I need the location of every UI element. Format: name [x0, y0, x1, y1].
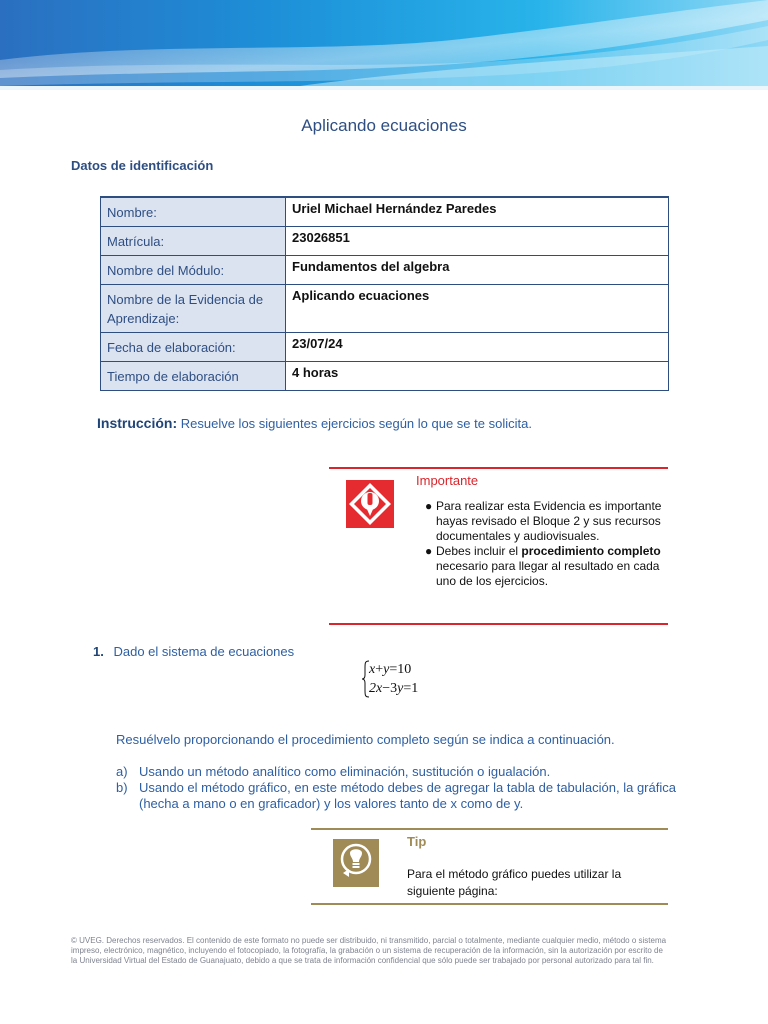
option-text: Usando un método analítico como eliminación, sustitución o igualación. [139, 764, 551, 779]
table-value: 23/07/24 [286, 333, 669, 362]
identification-table [100, 196, 669, 391]
equation-term: x [369, 662, 376, 677]
table-label: Nombre: [101, 197, 286, 227]
exercise-text: Dado el sistema de ecuaciones [113, 644, 295, 659]
table-row [101, 256, 669, 285]
option-item [116, 764, 676, 780]
tip-bottom-rule [311, 903, 668, 905]
tip-title: Tip [407, 834, 427, 849]
option-label: a) [116, 764, 128, 779]
table-value: Fundamentos del algebra [286, 256, 669, 285]
equation-rhs: =1 [403, 681, 419, 696]
resolve-instruction: Resuélvelo proporcionando el procedimiento completo según se indica a continuación. [116, 732, 615, 747]
instruction-label: Instrucción: [97, 415, 178, 431]
table-label: Tiempo de elaboración [101, 362, 286, 391]
warning-icon [346, 480, 394, 528]
equation-line [369, 662, 411, 678]
equation-line [369, 681, 418, 697]
section-heading: Datos de identificación [71, 158, 214, 173]
table-value: 23026851 [286, 227, 669, 256]
lightbulb-icon [333, 839, 379, 887]
header-wave-graphic [0, 0, 768, 96]
table-row [101, 227, 669, 256]
important-top-rule [329, 467, 668, 469]
table-label: Fecha de elaboración: [101, 333, 286, 362]
table-value: Uriel Michael Hernández Paredes [286, 197, 669, 227]
option-item [116, 780, 676, 812]
equation-operator: + [375, 662, 384, 677]
instruction-text: Resuelve los siguientes ejercicios según lo que se te solicita. [180, 416, 532, 431]
table-label: Matrícula: [101, 227, 286, 256]
important-item-text-post: necesario para llegar al resultado en cada uno de los ejercicios. [436, 559, 660, 588]
important-item-text-pre: Debes incluir el [436, 544, 522, 558]
table-row [101, 362, 669, 391]
option-text: Usando el método gráfico, en este método debes de agregar la tabla de tabulación, la gráfica (hecha a mano o en graficador) y los valores tanto de x como de y. [139, 780, 676, 811]
table-row [101, 333, 669, 362]
table-row [101, 285, 669, 333]
table-label: Nombre del Módulo: [101, 256, 286, 285]
copyright-footer: © UVEG. Derechos reservados. El contenido de este formato no puede ser distribuido, ni transmitido, parcial o totalmente, mediante cualquier medio, método o sistema impreso, electrónico, magnético, incluyendo el fotocopiado, la fotografía, la grabación o un sistema de recuperación de la información, sin la autorización por escrito de la Universidad Virtual del Estado de Guanajuato, debido a que se trata de información confidencial que sólo puede ser trabajado por personal autorizado para tal fin. [71, 936, 667, 965]
table-value: 4 horas [286, 362, 669, 391]
important-item-text-bold: procedimiento completo [521, 544, 661, 558]
page-title: Aplicando ecuaciones [301, 116, 467, 135]
equation-rhs: =10 [389, 662, 412, 677]
option-label: b) [116, 780, 128, 795]
header-banner [0, 0, 768, 96]
important-item-text: Para realizar esta Evidencia es importante hayas revisado el Bloque 2 y sus recursos documentales y audiovisuales. [436, 499, 662, 543]
table-row [101, 197, 669, 227]
important-list [416, 499, 666, 589]
tip-text: Para el método gráfico puedes utilizar la siguiente página: [407, 867, 622, 898]
exercise-number: 1. [93, 644, 104, 659]
exercise-1 [93, 644, 294, 659]
important-title: Importante [416, 473, 479, 488]
equation-operator: −3 [382, 681, 398, 696]
list-item [416, 544, 666, 589]
equation-term: 2x [369, 681, 383, 696]
equation-term: y [383, 662, 390, 677]
instruction [97, 415, 532, 431]
bullet-icon: ● [425, 544, 433, 558]
equation-term: y [397, 681, 404, 696]
table-value: Aplicando ecuaciones [286, 285, 669, 333]
important-bottom-rule [329, 623, 668, 625]
table-label: Nombre de la Evidencia de Aprendizaje: [101, 285, 286, 333]
bullet-icon: ● [425, 499, 433, 513]
list-item [416, 499, 666, 544]
tip-top-rule [311, 828, 668, 830]
